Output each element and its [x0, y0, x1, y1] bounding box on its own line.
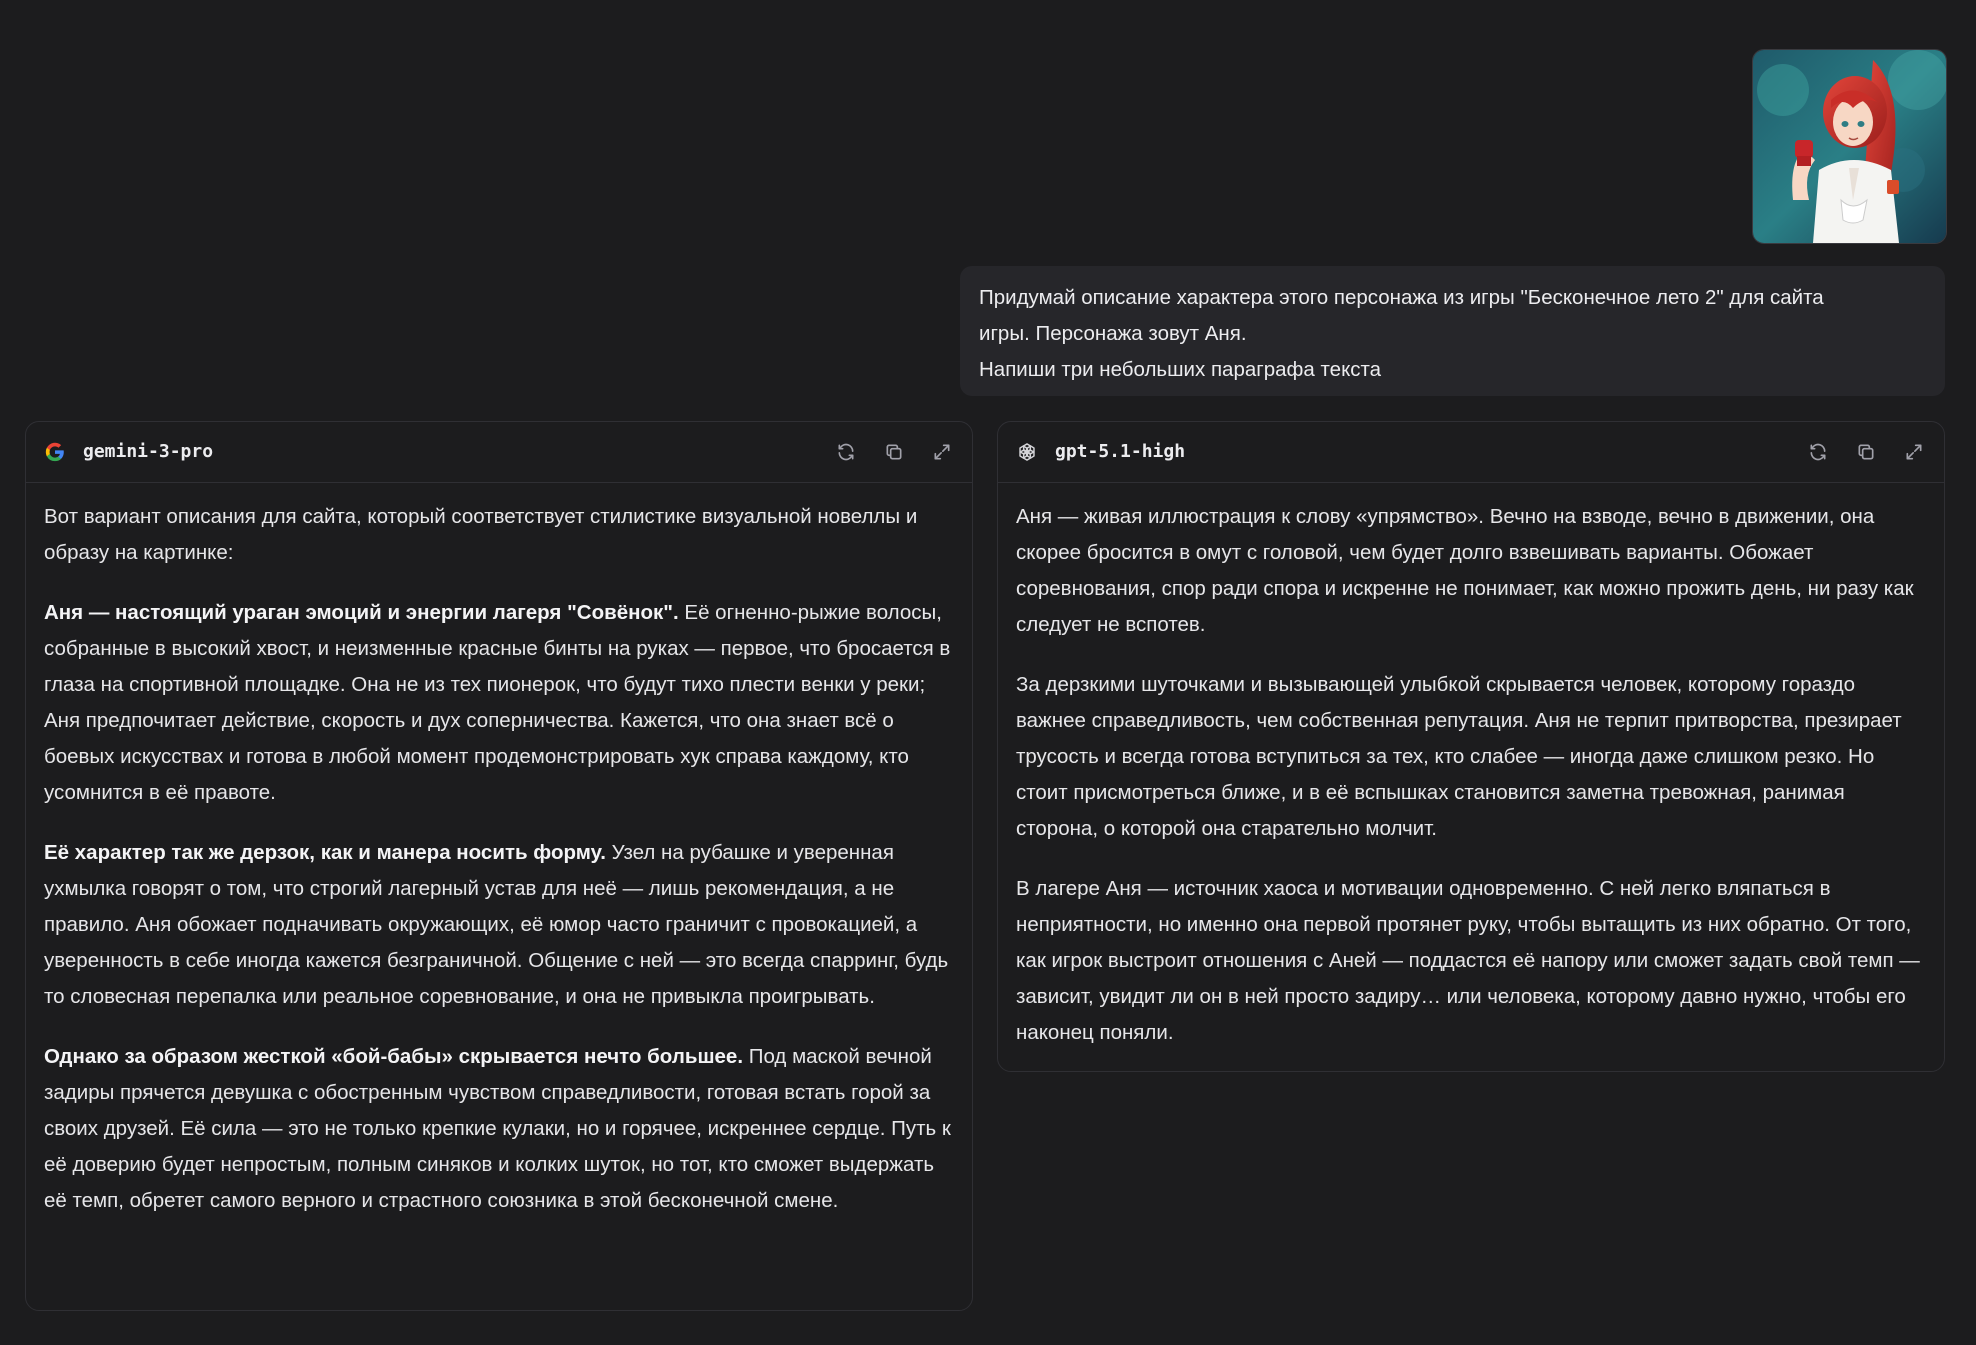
response-paragraph: В лагере Аня — источник хаоса и мотивации одновременно. С ней легко вляпаться в неприятности, но именно она первой протянет руку, чтобы вытащить из них обратно. От того, как игрок выстроит отношения с Аней — поддастся её напору или сможет задать свой темп — зависит, увидит ли он в ней просто задиру… или человека, которому давно нужно, чтобы его наконец поняли. [1016, 877, 1920, 1044]
expand-button[interactable] [928, 438, 956, 466]
regenerate-icon [1808, 442, 1828, 462]
paragraph-text: Вот вариант описания для сайта, который соответствует стилистике визуальной новеллы и образу на картинке: [44, 505, 918, 564]
copy-button[interactable] [1852, 438, 1880, 466]
response-paragraph: За дерзкими шуточками и вызывающей улыбкой скрывается человек, которому гораздо важнее справедливость, чем собственная репутация. Аня не терпит притворства, презирает трусость и всегда готова вступиться за тех, кто слабее — иногда даже слишком резко. Но стоит присмотреться ближе, и в её вспышках становится заметна тревожная, ранимая сторона, о которой она старательно молчит. [1016, 673, 1902, 840]
response-paragraph [44, 595, 954, 811]
response-card-right [997, 421, 1945, 1072]
response-paragraph [44, 835, 954, 1015]
model-name: gpt-5.1-high [1055, 441, 1186, 462]
google-g-icon [44, 441, 66, 463]
user-attached-image[interactable] [1752, 49, 1947, 244]
response-paragraph [44, 1039, 954, 1219]
model-name: gemini-3-pro [83, 441, 214, 462]
copy-icon [1856, 442, 1876, 462]
card-actions [1804, 438, 1928, 466]
paragraph-text: Узел на рубашке и уверенная ухмылка говорят о том, что строгий лагерный устав для неё — лишь рекомендация, а не правило. Аня обожает подначивать окружающих, её юмор часто граничит с провокацией, а уверенность в себе иногда кажется безграничной. Общение с ней — это всегда спарринг, будь то словесная перепалка или реальное соревнование, и она не привыкла проигрывать. [44, 841, 949, 1008]
paragraph-lead: Однако за образом жесткой «бой-бабы» скрывается нечто большее. [44, 1045, 744, 1068]
response-body [26, 483, 972, 1219]
copy-button[interactable] [880, 438, 908, 466]
card-header [26, 422, 972, 483]
user-message-bubble [960, 266, 1945, 396]
user-prompt-line: Напиши три небольших параграфа текста [979, 358, 1382, 381]
character-illustration [1753, 50, 1946, 243]
expand-icon [1904, 442, 1924, 462]
user-prompt-line: Придумай описание характера этого персонажа из игры "Бесконечное лето 2" для сайта [979, 286, 1824, 309]
paragraph-text: Под маской вечной задиры прячется девушка с обостренным чувством справедливости, готовая встать горой за своих друзей. Её сила — это не только крепкие кулаки, но и горячее, искреннее сердце. Путь к её доверию будет непростым, полным синяков и колких шуток, но тот, кто сможет выдержать её темп, обретет самого верного и страстного союзника в этой бесконечной смене. [44, 1045, 951, 1212]
openai-icon [1016, 441, 1038, 463]
copy-icon [884, 442, 904, 462]
response-body [998, 483, 1944, 1051]
regenerate-button[interactable] [1804, 438, 1832, 466]
regenerate-button[interactable] [832, 438, 860, 466]
user-prompt-line: игры. Персонажа зовут Аня. [979, 322, 1247, 345]
regenerate-icon [836, 442, 856, 462]
response-card-left [25, 421, 973, 1311]
paragraph-lead: Её характер так же дерзок, как и манера носить форму. [44, 841, 606, 864]
paragraph-text: Её огненно-рыжие волосы, собранные в высокий хвост, и неизменные красные бинты на руках — первое, что бросается в глаза на спортивной площадке. Она не из тех пионерок, что будут тихо плести венки у реки; Аня предпочитает действие, скорость и дух соперничества. Кажется, что она знает всё о боевых искусствах и готова в любой момент продемонстрировать хук справа каждому, кто усомнится в её правоте. [44, 601, 951, 804]
response-paragraph [44, 499, 954, 571]
card-header [998, 422, 1944, 483]
response-paragraph: Аня — живая иллюстрация к слову «упрямство». Вечно на взводе, вечно в движении, она скорее бросится в омут с головой, чем будет долго взвешивать варианты. Обожает соревнования, спор ради спора и искренне не понимает, как можно прожить день, ни разу как следует не вспотев. [1016, 505, 1914, 636]
expand-button[interactable] [1900, 438, 1928, 466]
expand-icon [932, 442, 952, 462]
card-actions [832, 438, 956, 466]
paragraph-lead: Аня — настоящий ураган эмоций и энергии лагеря "Совёнок". [44, 601, 679, 624]
